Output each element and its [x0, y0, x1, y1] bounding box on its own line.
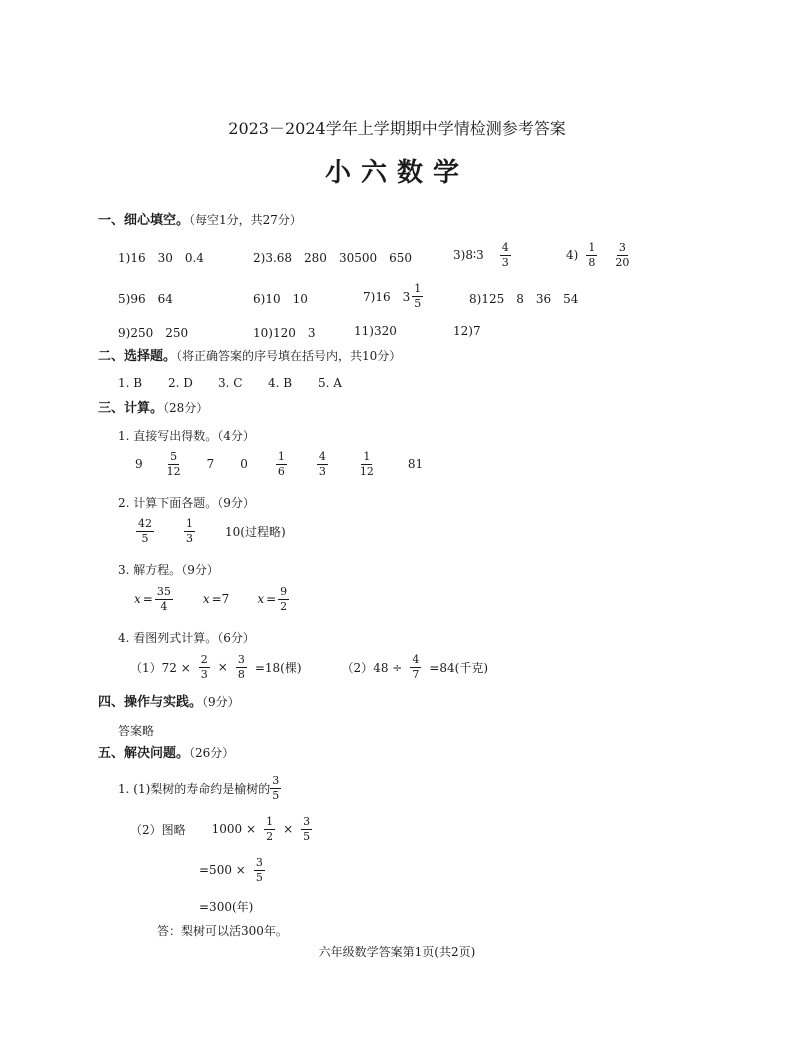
solve-step-2: =500 × $\frac{3}{5}$ — [199, 856, 263, 884]
fraction: $\frac{9}{2}$ — [280, 585, 288, 613]
fraction: $\frac{3}{5}$ — [255, 856, 263, 884]
calc-sub-1: 1. 直接写出得数。（4分） — [118, 429, 255, 443]
fraction: $\frac{4}{7}$ — [412, 653, 420, 681]
fill-answer-3: 3)8∶3 $\frac{4}{3}$ — [453, 241, 509, 269]
fraction: $\frac{42}{5}$ — [138, 517, 152, 545]
solve-answer-1: 1. (1)梨树的寿命约是榆树的 $\frac{3}{5}$ — [118, 774, 280, 802]
fraction: $\frac{1}{3}$ — [186, 517, 193, 545]
fill-answer-9: 9)250 250 — [118, 326, 189, 340]
fraction: $\frac{3}{5}$ — [303, 815, 311, 843]
solve-step-1: （2）图略 1000 × $\frac{1}{2}$ × $\frac{3}{5}$ — [130, 815, 311, 843]
section-heading-fill: 一、细心填空。（每空1分，共27分） — [98, 213, 302, 228]
fraction: $\frac{5}{12}$ — [166, 450, 181, 478]
fraction: $\frac{1}{12}$ — [359, 450, 374, 478]
choice-answer-4: 4. B — [268, 376, 293, 390]
section-heading-solve: 五、解决问题。（26分） — [98, 746, 235, 761]
solve-step-3: =300(年) — [199, 900, 254, 914]
calc-row-4: （1）72 × $\frac{2}{3}$ × $\frac{3}{8}$ =18(棵) （2）48 ÷ $\frac{4}{7}$ =84(千克) — [130, 653, 489, 681]
fill-answer-7: 7)16 3 $\frac{1}{5}$ — [363, 282, 422, 310]
section-heading-calc: 三、计算。（28分） — [98, 401, 209, 416]
choice-answer-2: 2. D — [168, 376, 193, 390]
page-subtitle: 小六数学 — [324, 158, 469, 188]
fill-answer-2: 2)3.68 280 30500 650 — [253, 251, 413, 265]
practice-answer: 答案略 — [118, 724, 155, 738]
choice-answer-1: 1. B — [118, 376, 143, 390]
page-title: 2023－2024学年上学期期中学情检测参考答案 — [228, 119, 566, 138]
fraction: $\frac{2}{3}$ — [200, 653, 208, 681]
calc-row-3: x = $\frac{35}{4}$ x =7 x = $\frac{9}{2}$ — [134, 585, 288, 613]
fraction: $\frac{4}{3}$ — [501, 241, 509, 269]
fraction: $\frac{1}{8}$ — [588, 241, 596, 269]
solve-final-answer: 答：梨树可以活300年。 — [157, 924, 288, 938]
fraction: $\frac{3}{5}$ — [272, 774, 280, 802]
fraction: $\frac{3}{20}$ — [615, 241, 630, 269]
choice-answer-5: 5. A — [318, 376, 342, 390]
fraction: $\frac{3}{8}$ — [237, 653, 245, 681]
page-footer: 六年级数学答案第1页(共2页) — [318, 945, 476, 959]
fraction: $\frac{1}{2}$ — [266, 815, 274, 843]
fill-answer-1: 1)16 30 0.4 — [118, 251, 204, 265]
fill-answer-5: 5)96 64 — [118, 292, 173, 306]
section-heading-choice: 二、选择题。（将正确答案的序号填在括号内，共10分） — [98, 349, 402, 364]
calc-sub-2: 2. 计算下面各题。（9分） — [118, 496, 255, 510]
section-heading-practice: 四、操作与实践。（9分） — [98, 695, 240, 710]
fraction: $\frac{1}{6}$ — [277, 450, 285, 478]
calc-sub-3: 3. 解方程。（9分） — [118, 563, 219, 577]
fraction: $\frac{35}{4}$ — [156, 585, 171, 613]
calc-sub-4: 4. 看图列式计算。（6分） — [118, 631, 255, 645]
fill-answer-4: 4) $\frac{1}{8}$ $\frac{3}{20}$ — [566, 241, 630, 269]
choice-answer-3: 3. C — [218, 376, 243, 390]
fraction: $\frac{4}{3}$ — [318, 450, 326, 478]
fill-answer-6: 6)10 10 — [253, 292, 308, 306]
fill-answer-12: 12)7 — [453, 324, 481, 338]
fraction: $\frac{1}{5}$ — [414, 282, 422, 310]
calc-row-2: $\frac{42}{5}$ $\frac{1}{3}$ 10(过程略) — [138, 517, 286, 545]
calc-row-1: 9 $\frac{5}{12}$ 7 0 $\frac{1}{6}$ $\frac{4}{3}$ $\frac{1}{12}$ 81 — [135, 450, 424, 478]
fill-answer-8: 8)125 8 36 54 — [469, 292, 579, 306]
fill-answer-11: 11)320 — [354, 324, 397, 338]
fill-answer-10: 10)120 3 — [253, 326, 316, 340]
